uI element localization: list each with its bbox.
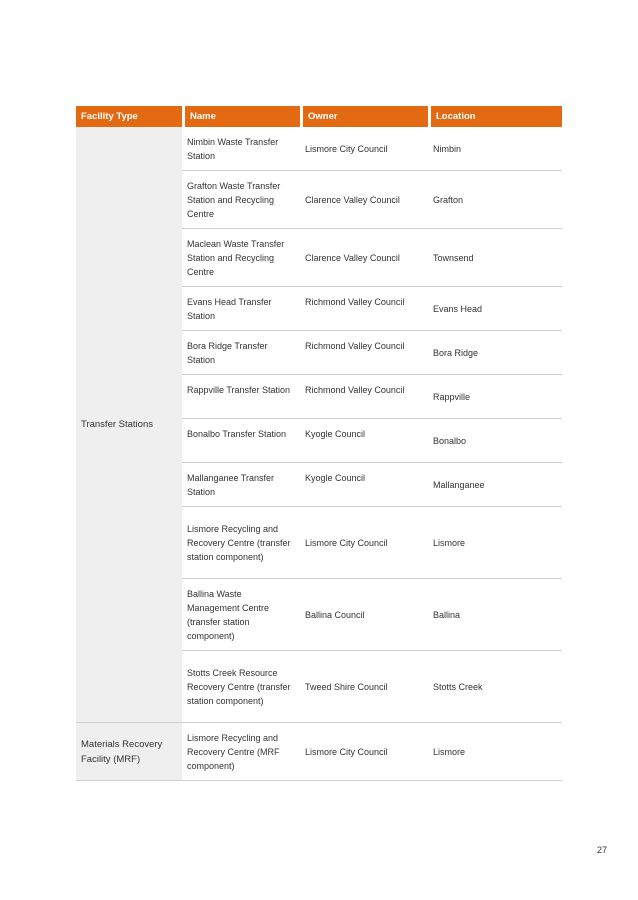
owner-cell: Clarence Valley Council bbox=[300, 229, 428, 287]
location-cell: Grafton bbox=[428, 171, 562, 229]
owner-cell: Ballina Council bbox=[300, 579, 428, 651]
name-cell: Grafton Waste Transfer Station and Recycling Centre bbox=[182, 171, 300, 229]
owner-cell: Richmond Valley Council bbox=[300, 375, 428, 419]
owner-cell: Lismore City Council bbox=[300, 127, 428, 171]
table-row bbox=[76, 127, 562, 171]
owner-cell: Clarence Valley Council bbox=[300, 171, 428, 229]
table-row bbox=[76, 723, 562, 781]
location-cell: Ballina bbox=[428, 579, 562, 651]
header-facility-type: Facility Type bbox=[76, 106, 182, 127]
location-cell: Bora Ridge bbox=[428, 331, 562, 375]
name-cell: Evans Head Transfer Station bbox=[182, 287, 300, 331]
name-cell: Mallanganee Transfer Station bbox=[182, 463, 300, 507]
facility-type-cell: Materials Recovery Facility (MRF) bbox=[76, 723, 182, 781]
header-owner: Owner bbox=[300, 106, 428, 127]
location-cell: Nimbin bbox=[428, 127, 562, 171]
name-cell: Bonalbo Transfer Station bbox=[182, 419, 300, 463]
location-cell: Stotts Creek bbox=[428, 651, 562, 723]
owner-cell: Kyogle Council bbox=[300, 419, 428, 463]
location-cell: Evans Head bbox=[428, 287, 562, 331]
table-header-row bbox=[76, 106, 562, 127]
owner-cell: Richmond Valley Council bbox=[300, 287, 428, 331]
page-number: 27 bbox=[597, 845, 608, 855]
name-cell: Lismore Recycling and Recovery Centre (transfer station component) bbox=[182, 507, 300, 579]
header-location: Location bbox=[428, 106, 562, 127]
facility-type-cell: Transfer Stations bbox=[76, 127, 182, 723]
name-cell: Bora Ridge Transfer Station bbox=[182, 331, 300, 375]
name-cell: Stotts Creek Resource Recovery Centre (transfer station component) bbox=[182, 651, 300, 723]
location-cell: Bonalbo bbox=[428, 419, 562, 463]
location-cell: Mallanganee bbox=[428, 463, 562, 507]
header-name: Name bbox=[182, 106, 300, 127]
name-cell: Maclean Waste Transfer Station and Recycling Centre bbox=[182, 229, 300, 287]
location-cell: Rappville bbox=[428, 375, 562, 419]
owner-cell: Kyogle Council bbox=[300, 463, 428, 507]
owner-cell: Tweed Shire Council bbox=[300, 651, 428, 723]
location-cell: Lismore bbox=[428, 507, 562, 579]
facilities-table bbox=[76, 106, 562, 781]
location-cell: Lismore bbox=[428, 723, 562, 781]
name-cell: Lismore Recycling and Recovery Centre (MRF component) bbox=[182, 723, 300, 781]
name-cell: Nimbin Waste Transfer Station bbox=[182, 127, 300, 171]
owner-cell: Lismore City Council bbox=[300, 507, 428, 579]
location-cell: Townsend bbox=[428, 229, 562, 287]
owner-cell: Lismore City Council bbox=[300, 723, 428, 781]
name-cell: Rappville Transfer Station bbox=[182, 375, 300, 419]
owner-cell: Richmond Valley Council bbox=[300, 331, 428, 375]
name-cell: Ballina Waste Management Centre (transfer station component) bbox=[182, 579, 300, 651]
